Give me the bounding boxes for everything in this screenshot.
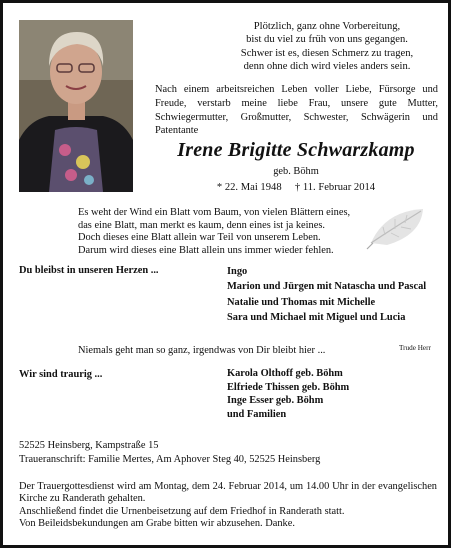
quote-author: Trude Herr <box>399 344 431 352</box>
portrait-image <box>19 20 133 192</box>
verse-line: Es weht der Wind ein Blatt vom Baum, von vielen Blättern eines, <box>78 207 351 218</box>
leaf-verse <box>78 207 378 257</box>
service-line: Der Trauergottesdienst wird am Montag, dem 24. Februar 2014, um 14.00 Uhr in der evangelischen Kirche zu Randerath gehalten. <box>19 481 437 505</box>
death-date: † 11. Februar 2014 <box>294 182 376 193</box>
mourner-name: Inge Esser geb. Böhm <box>227 395 324 407</box>
siblings-names <box>227 367 349 421</box>
poem-line: Plötzlich, ganz ohne Vorbereitung, <box>253 21 401 32</box>
mourner-name: Karola Olthoff geb. Böhm <box>227 368 343 379</box>
intro-text: Nach einem arbeitsreichen Leben voller Liebe, Fürsorge und Freude, verstarb meine liebe Frau, unsere gute Mutter, Schwiegermutter, Großmutter, Schwester, Schwägerin und Patentante <box>155 84 438 137</box>
mourner-name: Sara und Michael mit Miguel und Lucia <box>227 312 406 324</box>
leaf-icon <box>365 205 437 251</box>
siblings-label: Wir sind traurig ... <box>19 369 103 380</box>
verse-line: Darum wird dieses eine Blatt allein uns immer wieder fehlen. <box>78 244 334 256</box>
portrait-photo <box>19 20 133 192</box>
opening-poem <box>217 20 437 74</box>
service-line: Anschließend findet die Urnenbeisetzung auf dem Friedhof in Randerath statt. <box>19 505 345 517</box>
mourning-address: Traueranschrift: Familie Mertes, Am Aphover Steg 40, 52525 Heinsberg <box>19 454 321 465</box>
mourner-name: Elfriede Thissen geb. Böhm <box>227 381 350 393</box>
birth-name: geb. Böhm <box>273 166 319 177</box>
birth-date: * 22. Mai 1948 <box>216 182 282 193</box>
verse-line: Doch dieses eine Blatt allein war Teil von unserem Leben. <box>78 232 321 244</box>
home-address: 52525 Heinsberg, Kampstraße 15 <box>19 440 159 451</box>
address-block <box>19 439 320 467</box>
mourner-name: Natalie und Thomas mit Michelle <box>227 296 376 308</box>
deceased-name: Irene Brigitte Schwarzkamp <box>177 139 415 161</box>
poem-line: denn ohne dich wird vieles anders sein. <box>243 61 411 73</box>
poem-line: Schwer ist es, diesen Schmerz zu tragen, <box>240 47 414 59</box>
service-line: Von Beileidsbekundungen am Grabe bitten wir abzusehen. Danke. <box>19 518 295 530</box>
life-dates <box>143 182 449 193</box>
mourner-name: Ingo <box>227 266 248 277</box>
verse-line: das eine Blatt, man merkt es kaum, denn eines ist ja keines. <box>78 219 326 231</box>
family-label: Du bleibst in unseren Herzen ... <box>19 265 159 276</box>
family-names <box>227 264 426 326</box>
mourner-name: Marion und Jürgen mit Natascha und Pascal <box>227 281 427 293</box>
mourner-name: und Familien <box>227 408 287 420</box>
poem-line: bist du viel zu früh von uns gegangen. <box>246 34 408 46</box>
quote-text: Niemals geht man so ganz, irgendwas von Dir bleibt hier ... <box>78 345 326 356</box>
service-details <box>19 481 437 531</box>
